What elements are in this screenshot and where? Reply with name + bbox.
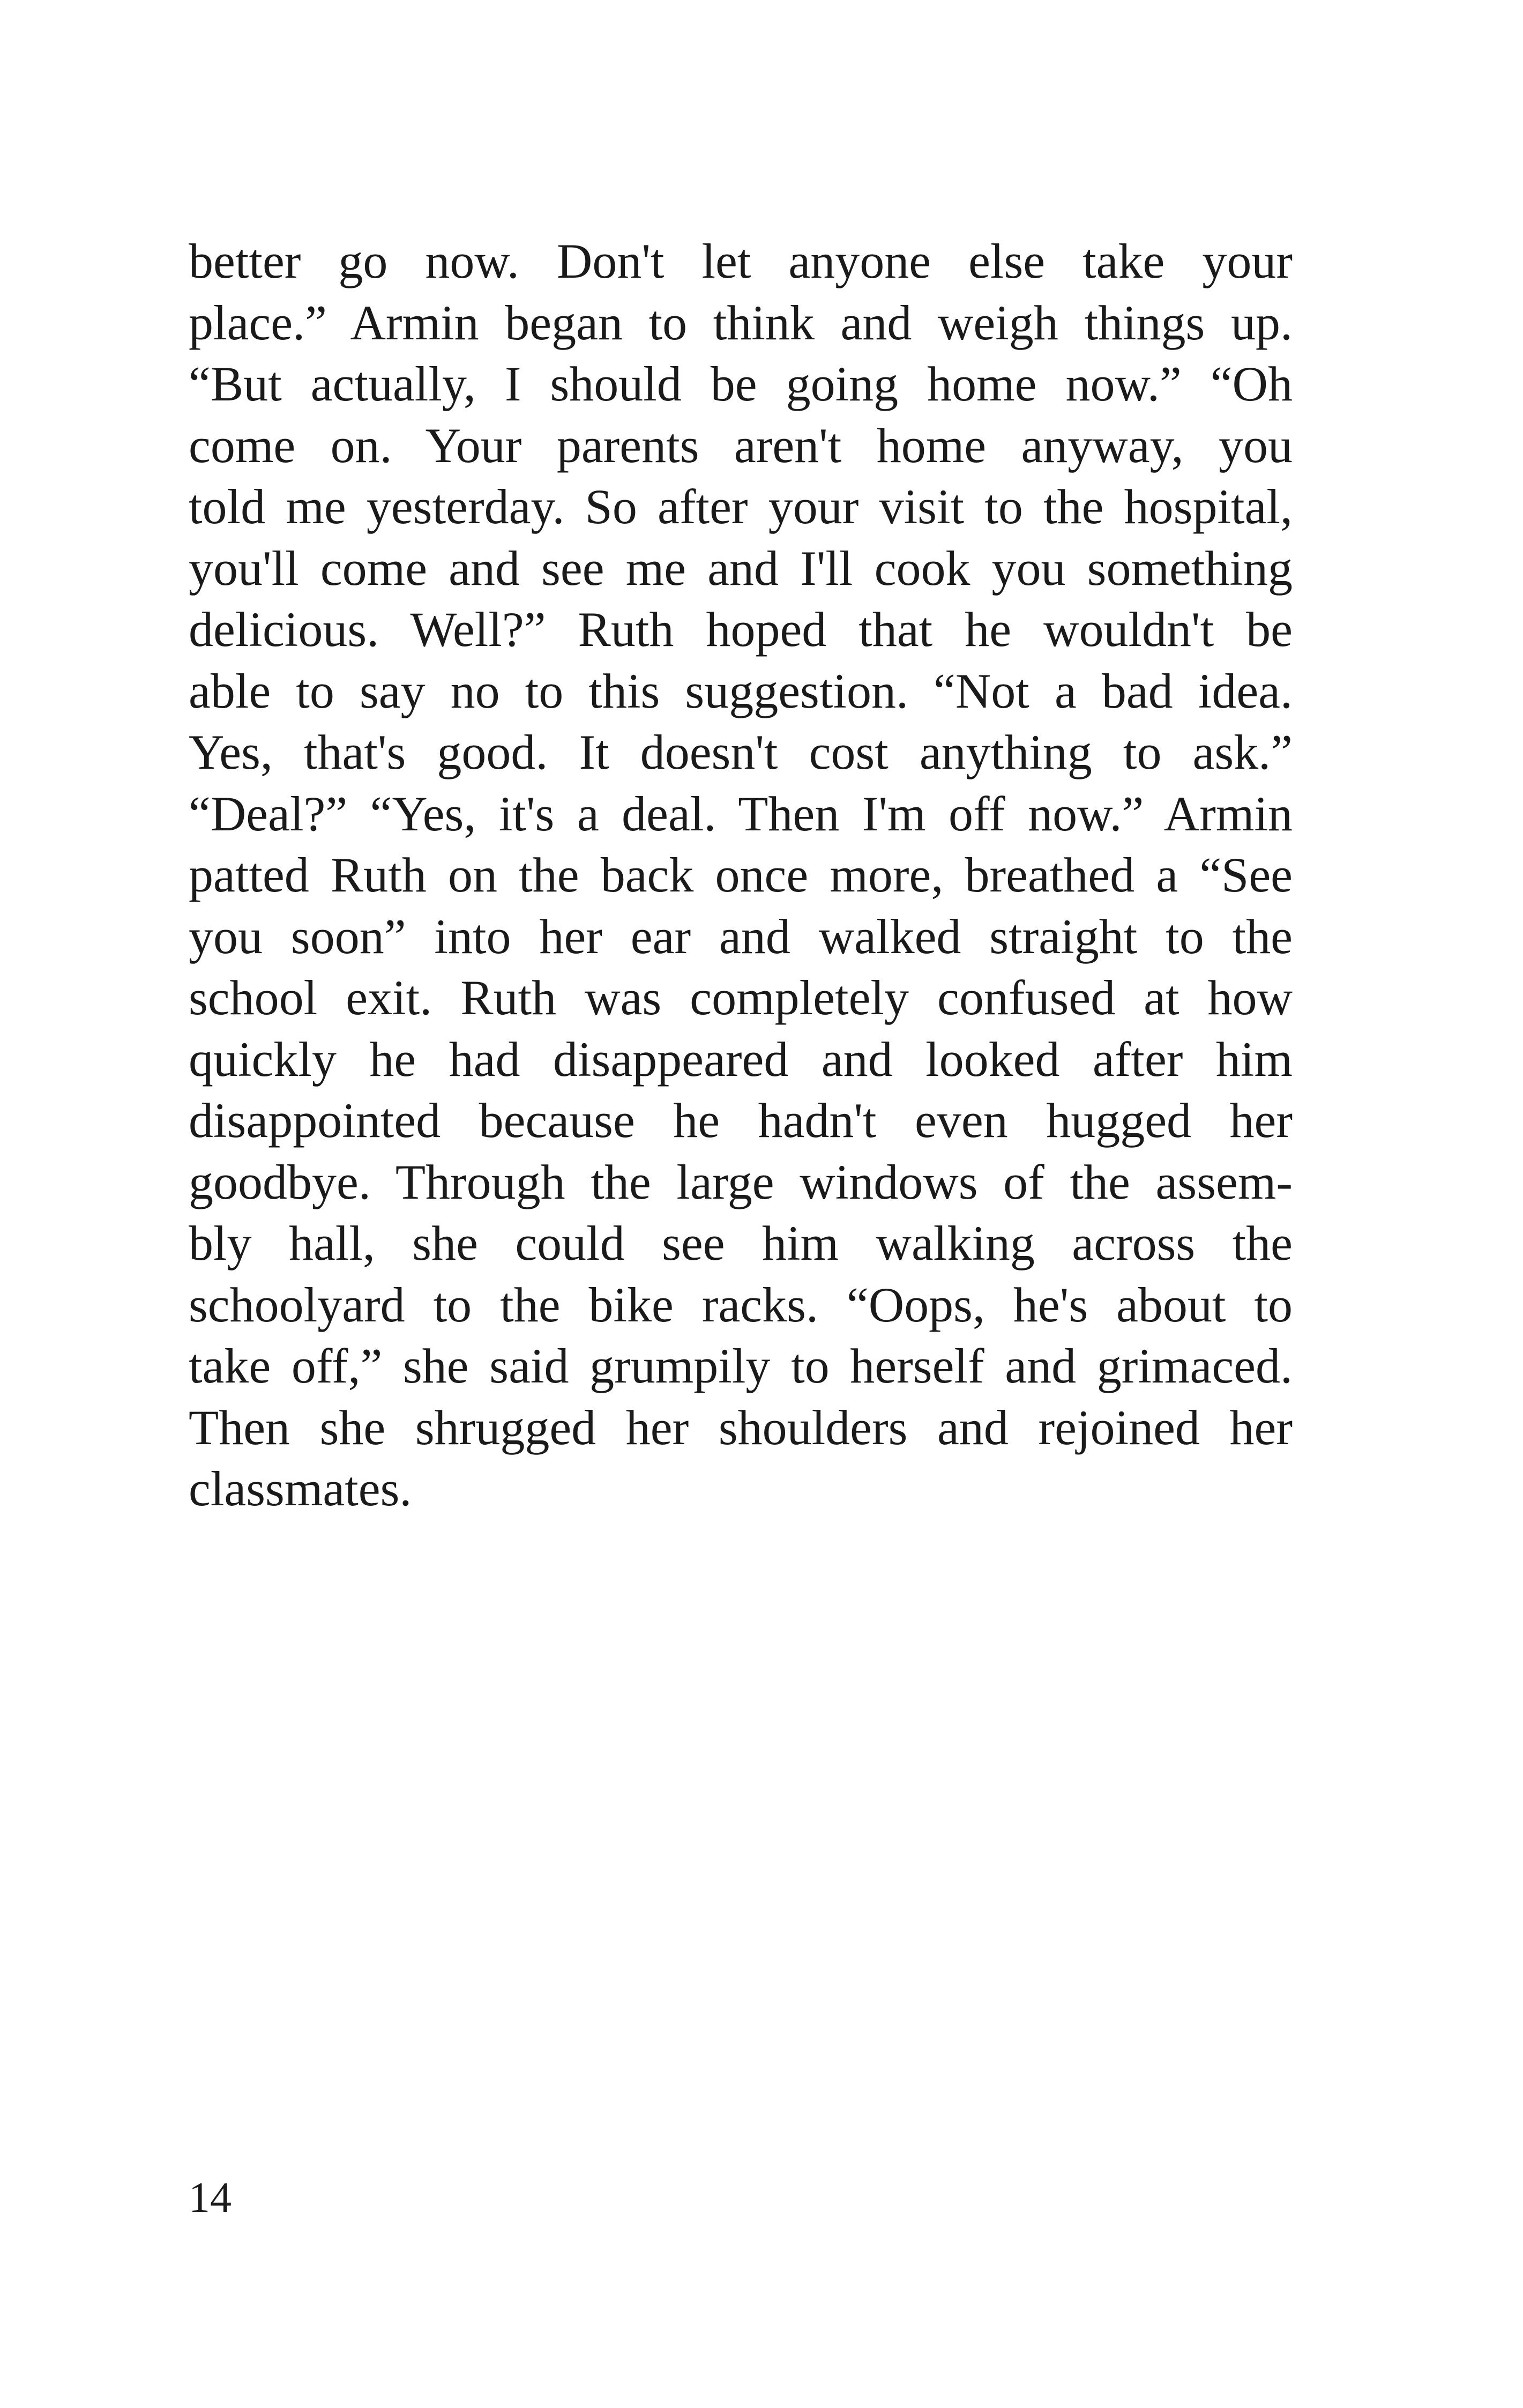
text-line: you soon” into her ear and walked straight to the — [189, 909, 1293, 964]
text-line: able to say no to this suggestion. “Not a bad idea. — [189, 663, 1293, 718]
text-line: take off,” she said grumpily to herself and grimaced. — [189, 1339, 1293, 1393]
text-line: “Deal?” “Yes, it's a deal. Then I'm off now.” Armin — [189, 786, 1293, 841]
text-line: told me yesterday. So after your visit to the hospital, — [189, 479, 1293, 534]
page-number: 14 — [189, 2174, 232, 2221]
text-line: come on. Your parents aren't home anyway, you — [189, 418, 1293, 473]
text-line: patted Ruth on the back once more, breathed a “See — [189, 848, 1293, 902]
text-line: school exit. Ruth was completely confused at how — [189, 970, 1293, 1025]
text-line: “But actually, I should be going home now.” “Oh — [189, 356, 1293, 411]
text-line: bly hall, she could see him walking across the — [189, 1216, 1293, 1270]
text-line: classmates. — [189, 1461, 412, 1516]
text-line: quickly he had disappeared and looked after him — [189, 1031, 1293, 1087]
text-line: you'll come and see me and I'll cook you something — [189, 540, 1293, 596]
text-line: schoolyard to the bike racks. “Oops, he's about to — [189, 1277, 1293, 1332]
text-line: better go now. Don't let anyone else take your — [189, 234, 1293, 288]
body-text — [189, 231, 1293, 1520]
text-line: Then she shrugged her shoulders and rejoined her — [189, 1400, 1293, 1455]
text-line: place.” Armin began to think and weigh things up. — [189, 295, 1293, 350]
text-line: disappointed because he hadn't even hugged her — [189, 1093, 1293, 1148]
text-line: Yes, that's good. It doesn't cost anything to ask.” — [189, 725, 1293, 779]
text-line: goodbye. Through the large windows of the assem- — [189, 1154, 1293, 1209]
text-line: delicious. Well?” Ruth hoped that he wouldn't be — [189, 602, 1293, 657]
